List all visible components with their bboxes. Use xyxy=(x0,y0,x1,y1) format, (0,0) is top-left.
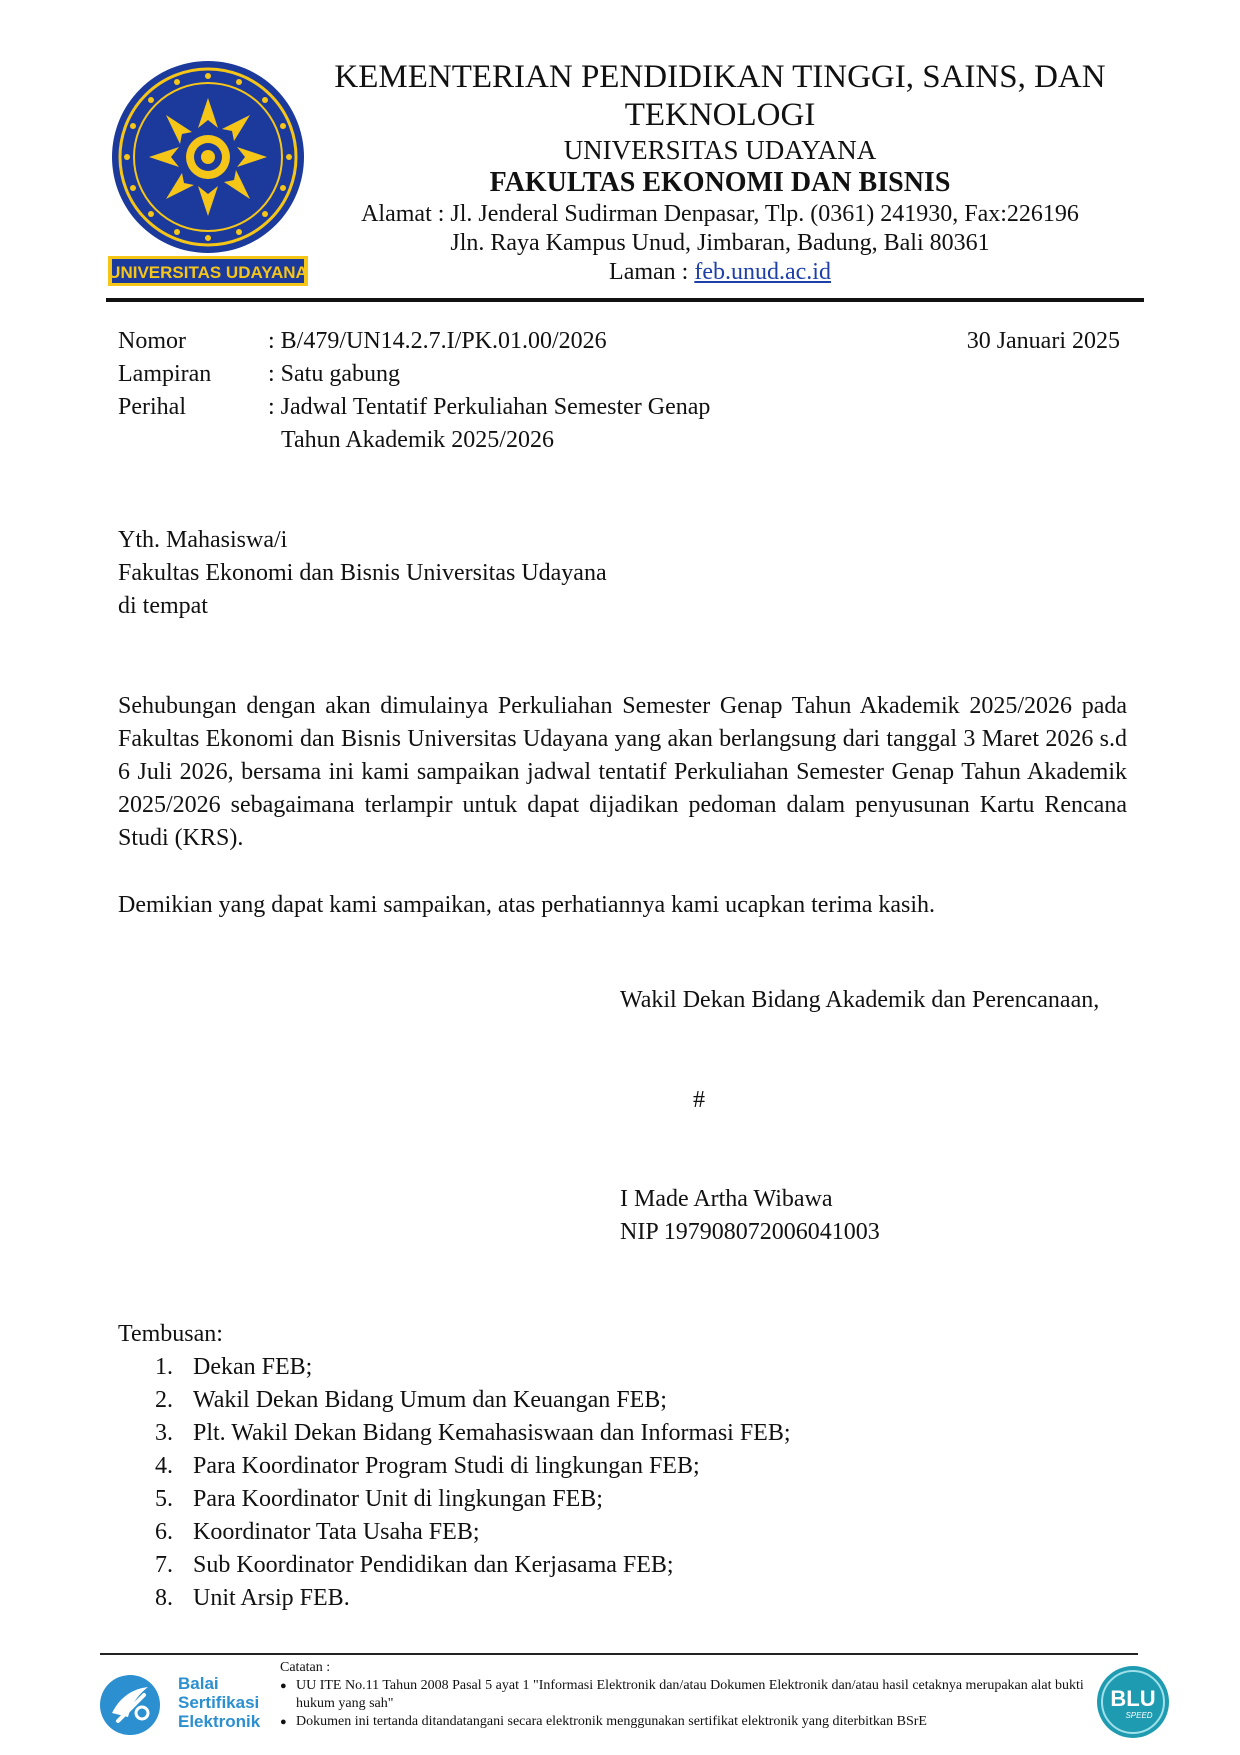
list-item-number: 2. xyxy=(155,1387,173,1413)
list-item-text: Para Koordinator Program Studi di lingkungan FEB; xyxy=(193,1453,700,1479)
footer-notes xyxy=(280,1659,1100,1731)
recipient-line-3: di tempat xyxy=(118,593,208,619)
perihal-value-line-2: Tahun Akademik 2025/2026 xyxy=(281,427,554,453)
signatory-title: Wakil Dekan Bidang Akademik dan Perencanaan, xyxy=(620,987,1100,1013)
body-paragraph-2: Demikian yang dapat kami sampaikan, atas perhatiannya kami ucapkan terima kasih. xyxy=(118,892,936,918)
list-item-number: 5. xyxy=(155,1486,173,1512)
letter-date: 30 Januari 2025 xyxy=(966,328,1120,354)
blu-label: BLU xyxy=(1110,1686,1156,1711)
list-item xyxy=(155,1450,791,1483)
list-item-text: Para Koordinator Unit di lingkungan FEB; xyxy=(193,1486,603,1512)
note-item: ● Dokumen ini tertanda ditandatangani secara elektronik menggunakan sertifikat elektronik yang diterbitkan BSrE xyxy=(280,1713,1100,1731)
bsre-label-line-1: Balai xyxy=(178,1674,219,1693)
list-item xyxy=(155,1483,791,1516)
list-item-text: Unit Arsip FEB. xyxy=(193,1585,350,1611)
bsre-label xyxy=(178,1674,260,1731)
blu-sub-label: SPEED xyxy=(1125,1711,1153,1720)
note-item: ● UU ITE No.11 Tahun 2008 Pasal 5 ayat 1 "Informasi Elektronik dan/atau Dokumen Elektronik dan/atau hasil cetaknya merupakan alat bukti hukum yang sah" xyxy=(280,1677,1100,1713)
tembusan-list xyxy=(155,1351,791,1615)
signature-placeholder: # xyxy=(693,1087,705,1113)
list-item-text: Dekan FEB; xyxy=(193,1354,313,1380)
list-item xyxy=(155,1351,791,1384)
address-line-2: Jln. Raya Kampus Unud, Jimbaran, Badung, Bali 80361 xyxy=(450,230,990,256)
tembusan-title: Tembusan: xyxy=(118,1321,223,1347)
address-line-1: Alamat : Jl. Jenderal Sudirman Denpasar, Tlp. (0361) 241930, Fax:226196 xyxy=(361,201,1079,227)
nomor-value: : B/479/UN14.2.7.I/PK.01.00/2026 xyxy=(268,328,607,354)
header-divider xyxy=(106,298,1144,302)
signatory-nip: NIP 197908072006041003 xyxy=(620,1219,880,1245)
list-item xyxy=(155,1582,791,1615)
list-item xyxy=(155,1549,791,1582)
list-item xyxy=(155,1417,791,1450)
perihal-label: Perihal xyxy=(118,394,186,420)
list-item-number: 1. xyxy=(155,1354,173,1380)
bsre-label-line-2: Sertifikasi xyxy=(178,1693,260,1712)
list-item-number: 6. xyxy=(155,1519,173,1545)
nomor-label: Nomor xyxy=(118,328,186,354)
list-item-number: 4. xyxy=(155,1453,173,1479)
recipient-line-1: Yth. Mahasiswa/i xyxy=(118,527,288,553)
list-item-number: 7. xyxy=(155,1552,173,1578)
ministry-name: KEMENTERIAN PENDIDIKAN TINGGI, SAINS, DAN TEKNOLOGI xyxy=(334,59,1106,133)
body-paragraph-1: Sehubungan dengan akan dimulainya Perkuliahan Semester Genap Tahun Akademik 2025/2026 pada Fakultas Ekonomi dan Bisnis Universitas Udayana yang akan berlangsung dari tanggal 3 Maret 2026 s.d 6 Juli 2026, bersama ini kami sampaikan jadwal tentatif Perkuliahan Semester Genap Tahun Akademik 2025/2026 sebagaimana terlampir untuk dapat dijadikan pedoman dalam penyusunan Kartu Rencana Studi (KRS). xyxy=(118,693,1127,851)
list-item-text: Koordinator Tata Usaha FEB; xyxy=(193,1519,480,1545)
university-logo xyxy=(106,58,310,288)
footer-divider xyxy=(100,1653,1138,1655)
bsre-label-line-3: Elektronik xyxy=(178,1712,261,1731)
blu-speed-logo-icon xyxy=(1095,1664,1171,1740)
lampiran-label: Lampiran xyxy=(118,361,212,387)
list-item-number: 3. xyxy=(155,1420,173,1446)
lampiran-value: : Satu gabung xyxy=(268,361,400,387)
recipient-line-2: Fakultas Ekonomi dan Bisnis Universitas Udayana xyxy=(118,560,607,586)
logo-label: UNIVERSITAS UDAYANA xyxy=(108,263,308,282)
list-item-number: 8. xyxy=(155,1585,173,1611)
faculty-name: FAKULTAS EKONOMI DAN BISNIS xyxy=(489,167,951,198)
website-line xyxy=(330,258,1110,286)
perihal-value-line-1: : Jadwal Tentatif Perkuliahan Semester Genap xyxy=(268,394,711,420)
university-name: UNIVERSITAS UDAYANA xyxy=(563,135,877,165)
list-item-text: Wakil Dekan Bidang Umum dan Keuangan FEB; xyxy=(193,1387,667,1413)
signatory-name: I Made Artha Wibawa xyxy=(620,1186,833,1212)
notes-title: Catatan : xyxy=(280,1660,331,1675)
website-label: Laman : xyxy=(609,259,695,285)
list-item xyxy=(155,1516,791,1549)
list-item-text: Sub Koordinator Pendidikan dan Kerjasama FEB; xyxy=(193,1552,674,1578)
website-link[interactable]: feb.unud.ac.id xyxy=(694,259,831,285)
list-item xyxy=(155,1384,791,1417)
list-item-text: Plt. Wakil Dekan Bidang Kemahasiswaan dan Informasi FEB; xyxy=(193,1420,791,1446)
tembusan-section xyxy=(118,1318,791,1615)
bsre-logo-icon xyxy=(98,1673,162,1737)
